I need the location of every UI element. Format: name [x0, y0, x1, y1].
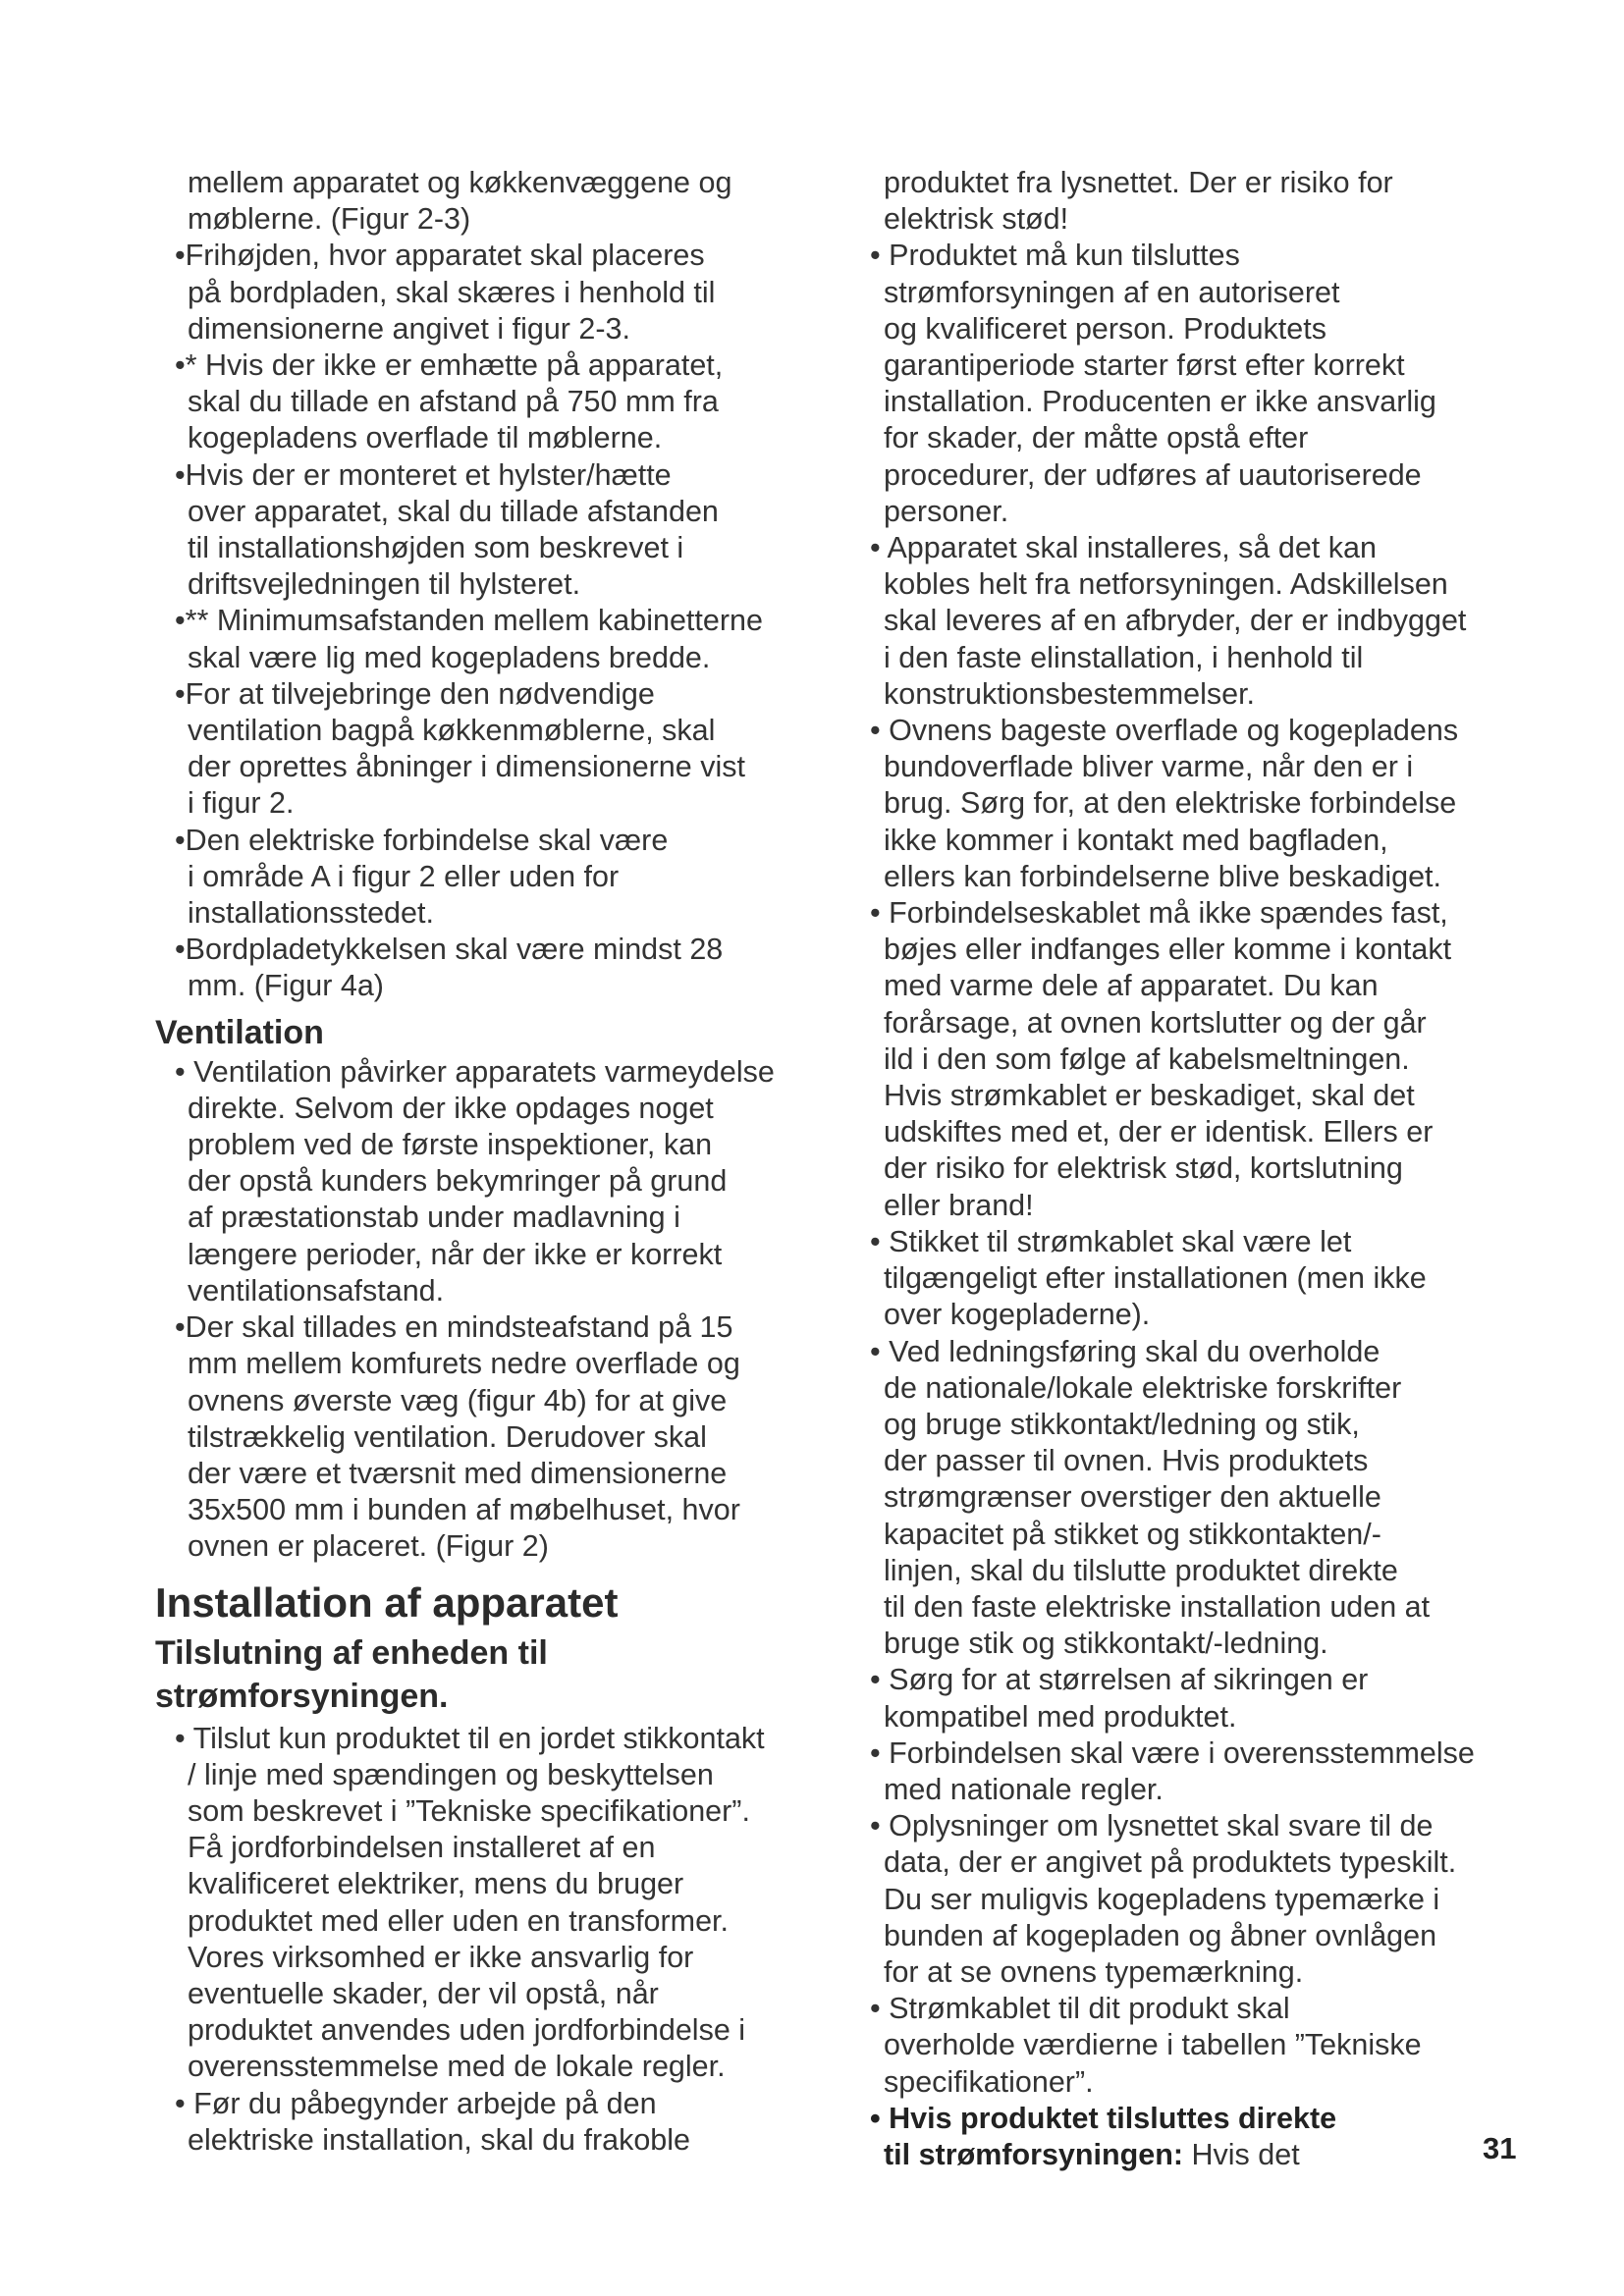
text-line: 35x500 mm i bunden af møbelhuset, hvor [188, 1493, 740, 1527]
text-line: bøjes eller indfanges eller komme i kontakt [884, 933, 1452, 967]
text-line: • Forbindelseskablet må ikke spændes fast, [870, 896, 1448, 931]
page-number: 31 [1483, 2131, 1517, 2165]
text-line: linjen, skal du tilslutte produktet direkte [884, 1553, 1398, 1587]
text-line: med nationale regler. [884, 1772, 1164, 1806]
text-line: skal leveres af en afbryder, der er indbygget [884, 604, 1467, 638]
bold-lead-text: til strømforsyningen: [884, 2137, 1184, 2171]
text-line: procedurer, der udføres af uautoriserede [884, 457, 1422, 492]
text-line: mm mellem komfurets nedre overflade og [188, 1347, 740, 1381]
subheading-line: Tilslutning af enheden til [155, 1633, 548, 1672]
text-line: ovnen er placeret. (Figur 2) [188, 1529, 549, 1564]
subheading-line: strømforsyningen. [155, 1677, 449, 1715]
text-line: •For at tilvejebringe den nødvendige [175, 676, 655, 711]
text-line: der være et tværsnit med dimensionerne [188, 1456, 728, 1490]
text-line: ikke kommer i kontakt med bagfladen, [884, 823, 1388, 857]
text-line: for at se ovnens typemærkning. [884, 1954, 1304, 1989]
text-line: dimensionerne angivet i figur 2-3. [188, 311, 630, 346]
text-line: • Hvis produktet tilsluttes direkte [870, 2101, 1337, 2135]
text-line [864, 2137, 1502, 2173]
text-line: længere perioder, når der ikke er korrekt [188, 1237, 723, 1271]
text-line: ovnens øverste væg (figur 4b) for at give [188, 1383, 728, 1417]
text-line: og bruge stikkontakt/ledning og stik, [884, 1407, 1360, 1441]
text-line: bruge stik og stikkontakt/-ledning. [884, 1627, 1328, 1661]
text-line: ellers kan forbindelserne blive beskadiget. [884, 859, 1441, 893]
text-line: ventilationsafstand. [188, 1273, 445, 1308]
installation-heading: Installation af apparatet [155, 1578, 619, 1626]
ventilation-heading: Ventilation [155, 1013, 324, 1051]
text-line: • Produktet må kun tilsluttes [870, 239, 1240, 273]
text-line: overensstemmelse med de lokale regler. [188, 2050, 726, 2084]
text-line: •** Minimumsafstanden mellem kabinetterne [175, 604, 763, 638]
text-line: i område A i figur 2 eller uden for [188, 859, 620, 893]
text-line: produktet med eller uden en transformer. [188, 1903, 729, 1938]
text-line: elektriske installation, skal du frakoble [188, 2122, 690, 2157]
left-text-block [155, 165, 823, 1005]
right-column [864, 165, 1502, 2173]
text-line: i den faste elinstallation, i henhold til [884, 640, 1364, 674]
text-line: Hvis strømkablet er beskadiget, skal det [884, 1079, 1415, 1113]
text-line: • Tilslut kun produktet til en jordet stikkontakt [175, 1721, 765, 1755]
text-line: konstruktionsbestemmelser. [884, 676, 1256, 711]
text-line: der oprettes åbninger i dimensionerne vist [188, 750, 745, 784]
text-line: / linje med spændingen og beskyttelsen [188, 1757, 714, 1791]
text-line: produktet fra lysnettet. Der er risiko for [884, 166, 1393, 199]
text-line: •Der skal tillades en mindsteafstand på 15 [175, 1310, 733, 1345]
text-line: •* Hvis der ikke er emhætte på apparatet, [175, 348, 724, 383]
text-line: kogepladens overflade til møblerne. [188, 421, 663, 455]
text-line: • Stikket til strømkablet skal være let [870, 1224, 1352, 1258]
text-line: •Frihøjden, hvor apparatet skal placeres [175, 239, 705, 273]
text-line: strømgrænser overstiger den aktuelle [884, 1480, 1381, 1515]
text-line: elektrisk stød! [884, 202, 1069, 237]
text-line: de nationale/lokale elektriske forskrifter [884, 1370, 1402, 1405]
text-line: •Bordpladetykkelsen skal være mindst 28 [175, 933, 724, 967]
text-line: med varme dele af apparatet. Du kan [884, 969, 1379, 1003]
text-line: i figur 2. [188, 786, 295, 821]
text-line: over apparatet, skal du tillade afstanden [188, 494, 719, 528]
text-line: mm. (Figur 4a) [188, 969, 384, 1003]
text-line: der opstå kunders bekymringer på grund [188, 1164, 728, 1199]
text-line: brug. Sørg for, at den elektriske forbindelse [884, 786, 1457, 821]
text-line: personer. [884, 494, 1009, 528]
text-line: kompatibel med produktet. [884, 1699, 1237, 1734]
text-line: installation. Producenten er ikke ansvarlig [884, 385, 1436, 419]
text-line: • Sørg for at størrelsen af sikringen er [870, 1663, 1369, 1697]
text-line: • Apparatet skal installeres, så det kan [870, 531, 1377, 565]
text-line: udskiftes med et, der er identisk. Ellers er [884, 1115, 1434, 1149]
text-line: skal du tillade en afstand på 750 mm fra [188, 385, 719, 419]
text-line: til installationshøjden som beskrevet i [188, 531, 684, 565]
text-line: •Hvis der er monteret et hylster/hætte [175, 457, 672, 492]
text-line: ventilation bagpå køkkenmøblerne, skal [188, 714, 716, 748]
ventilation-text-block [155, 1054, 823, 1566]
text-line: ild i den som følge af kabelsmeltningen. [884, 1041, 1410, 1076]
text-line: Få jordforbindelsen installeret af en [188, 1831, 656, 1865]
text-line: der passer til ovnen. Hvis produktets [884, 1444, 1369, 1478]
text-line: problem ved de første inspektioner, kan [188, 1128, 713, 1162]
text-line: • Ved ledningsføring skal du overholde [870, 1334, 1380, 1368]
text-line: installationsstedet. [188, 896, 434, 931]
text-line: • Strømkablet til dit produkt skal [870, 1992, 1290, 2026]
text-line: • Før du påbegynder arbejde på den [175, 2086, 657, 2120]
text-line: kapacitet på stikket og stikkontakten/- [884, 1517, 1381, 1551]
continuation-text: Hvis det [1183, 2137, 1300, 2171]
text-line: kobles helt fra netforsyningen. Adskillelsen [884, 567, 1448, 602]
text-line: Du ser muligvis kogepladens typemærke i [884, 1882, 1440, 1916]
text-line: tilgængeligt efter installationen (men ikke [884, 1261, 1427, 1296]
text-line: • Oplysninger om lysnettet skal svare til de [870, 1809, 1434, 1843]
text-line: forårsage, at ovnen kortslutter og der går [884, 1005, 1427, 1040]
text-line: til den faste elektriske installation uden at [884, 1589, 1431, 1624]
text-line: bundoverflade bliver varme, når den er i [884, 750, 1414, 784]
text-line: på bordpladen, skal skæres i henhold til [188, 275, 716, 309]
right-text-block [864, 165, 1502, 2101]
text-line: direkte. Selvom der ikke opdages noget [188, 1091, 714, 1125]
text-line: over kogepladerne). [884, 1298, 1151, 1332]
text-line: for skader, der måtte opstå efter [884, 421, 1309, 455]
text-line: strømforsyningen af en autoriseret [884, 275, 1340, 309]
text-line: møblerne. (Figur 2-3) [188, 202, 471, 237]
text-line: data, der er angivet på produktets typeskilt. [884, 1845, 1457, 1880]
text-line: driftsvejledningen til hylsteret. [188, 567, 581, 602]
text-line: der risiko for elektrisk stød, kortslutning [884, 1151, 1403, 1186]
text-line: kvalificeret elektriker, mens du bruger [188, 1867, 684, 1901]
text-line: • Forbindelsen skal være i overensstemmelse [870, 1735, 1475, 1770]
left-column [155, 165, 823, 2159]
text-line: og kvalificeret person. Produktets [884, 311, 1326, 346]
text-line: Vores virksomhed er ikke ansvarlig for [188, 1940, 694, 1974]
text-line: produktet anvendes uden jordforbindelse i [188, 2013, 746, 2048]
text-line: specifikationer”. [884, 2064, 1094, 2099]
text-line: som beskrevet i ”Tekniske specifikationer”. [188, 1793, 750, 1828]
text-line: af præstationstab under madlavning i [188, 1201, 680, 1235]
text-line: overholde værdierne i tabellen ”Tekniske [884, 2028, 1422, 2062]
installation-text-block [155, 1721, 823, 2159]
text-line: • Ventilation påvirker apparatets varmeydelse [175, 1054, 775, 1089]
text-line: • Ovnens bageste overflade og kogepladens [870, 714, 1459, 748]
text-line: eventuelle skader, der vil opstå, når [188, 1976, 659, 2010]
text-line: mellem apparatet og køkkenvæggene og [188, 166, 732, 199]
text-line: skal være lig med kogepladens bredde. [188, 640, 711, 674]
text-line: garantiperiode starter først efter korrekt [884, 348, 1405, 383]
text-line: •Den elektriske forbindelse skal være [175, 823, 669, 857]
text-line: tilstrækkelig ventilation. Derudover skal [188, 1419, 707, 1454]
text-line: eller brand! [884, 1188, 1034, 1222]
text-line: bunden af kogepladen og åbner ovnlågen [884, 1918, 1437, 1952]
